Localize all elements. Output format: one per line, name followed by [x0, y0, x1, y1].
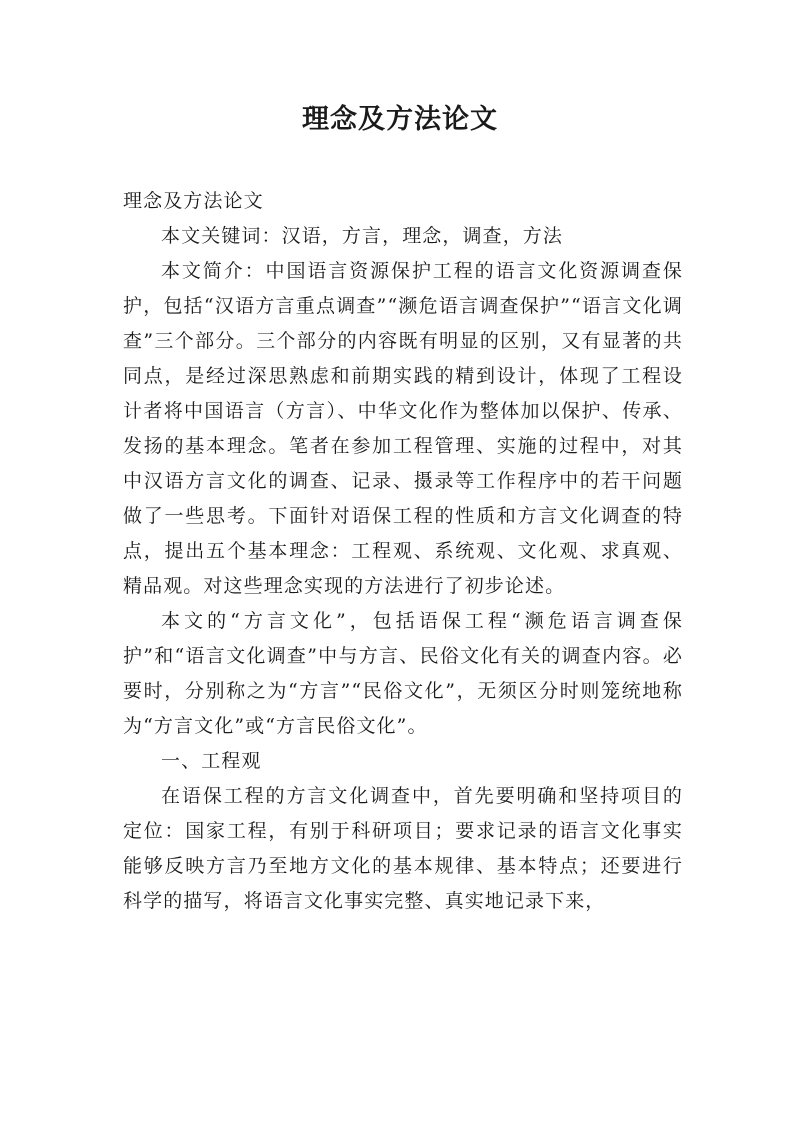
keywords-paragraph: 本文关键词：汉语，方言，理念，调查，方法 [161, 225, 564, 247]
subtitle-paragraph: 理念及方法论文 [123, 190, 264, 212]
definition-paragraph: 本文的“方言文化”，包括语保工程“濒危语言调查保护”和“语言文化调查”中与方言、民俗文化有关的调查内容。必要时，分别称之为“方言”“民俗文化”，无须区分时则笼统地称为“方言文化”或“方言民俗文化”。 [123, 610, 683, 737]
abstract-paragraph: 本文简介：中国语言资源保护工程的语言文化资源调查保护，包括“汉语方言重点调查”“濒危语言调查保护”“语言文化调查”三个部分。三个部分的内容既有明显的区别，又有显著的共同点，是经过深思熟虑和前期实践的精到设计，体现了工程设计者将中国语言（方言）、中华文化作为整体加以保护、传承、发扬的基本理念。笔者在参加工程管理、实施的过程中，对其中汉语方言文化的调查、记录、摄录等工作程序中的若干问题做了一些思考。下面针对语保工程的性质和方言文化调查的特点，提出五个基本理念：工程观、系统观、文化观、求真观、精品观。对这些理念实现的方法进行了初步论述。 [123, 260, 683, 597]
document-title: 理念及方法论文 [302, 104, 498, 135]
section-heading: 一、工程观 [161, 750, 262, 772]
body-paragraph: 在语保工程的方言文化调查中，首先要明确和坚持项目的定位：国家工程，有别于科研项目；要求记录的语言文化事实能够反映方言乃至地方文化的基本规律、基本特点；还要进行科学的描写，将语言文化事实完整、真实地记录下来， [123, 785, 683, 912]
document-body [123, 184, 683, 919]
